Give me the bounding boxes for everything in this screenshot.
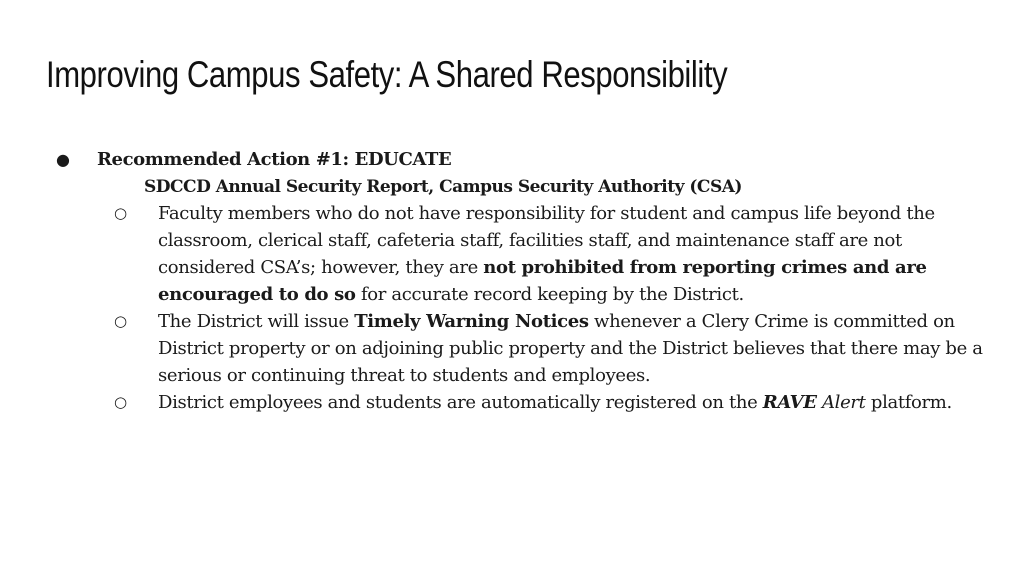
item-emphasis: not prohibited from reporting crimes and are encouraged to do so xyxy=(158,257,927,305)
list-item xyxy=(56,389,988,416)
item-text: whenever a Clery Crime is committed on District property or on adjoining public property and the District believes that there may be a serious or continuing threat to students and employees. xyxy=(158,311,983,386)
item-text: The District will issue xyxy=(158,311,355,332)
slide-body xyxy=(56,146,996,416)
item-emphasis-alert: Alert xyxy=(816,392,866,413)
list-item xyxy=(56,200,988,308)
item-text: for accurate record keeping by the District. xyxy=(355,284,744,305)
item-text: District employees and students are automatically registered on the xyxy=(158,392,763,413)
action-bullet xyxy=(56,146,996,174)
filled-bullet-icon: ● xyxy=(56,150,70,169)
action-subheading: SDCCD Annual Security Report, Campus Security Authority (CSA) xyxy=(144,177,742,197)
hollow-bullet-icon: ○ xyxy=(114,393,127,411)
item-emphasis: Timely Warning Notices xyxy=(354,311,589,332)
slide-title: Improving Campus Safety: A Shared Responsibility xyxy=(46,54,728,95)
hollow-bullet-icon: ○ xyxy=(114,312,127,330)
item-emphasis-rave: RAVE xyxy=(762,392,817,413)
item-text: platform. xyxy=(865,392,952,413)
action-label: Recommended Action #1: EDUCATE xyxy=(97,149,452,170)
list-item xyxy=(56,308,988,389)
item-text: Faculty members who do not have responsibility for student and campus life beyond the classroom, clerical staff, cafeteria staff, facilities staff, and maintenance staff are not considered CSA’s; however, they are xyxy=(158,203,935,278)
hollow-bullet-icon: ○ xyxy=(114,204,127,222)
